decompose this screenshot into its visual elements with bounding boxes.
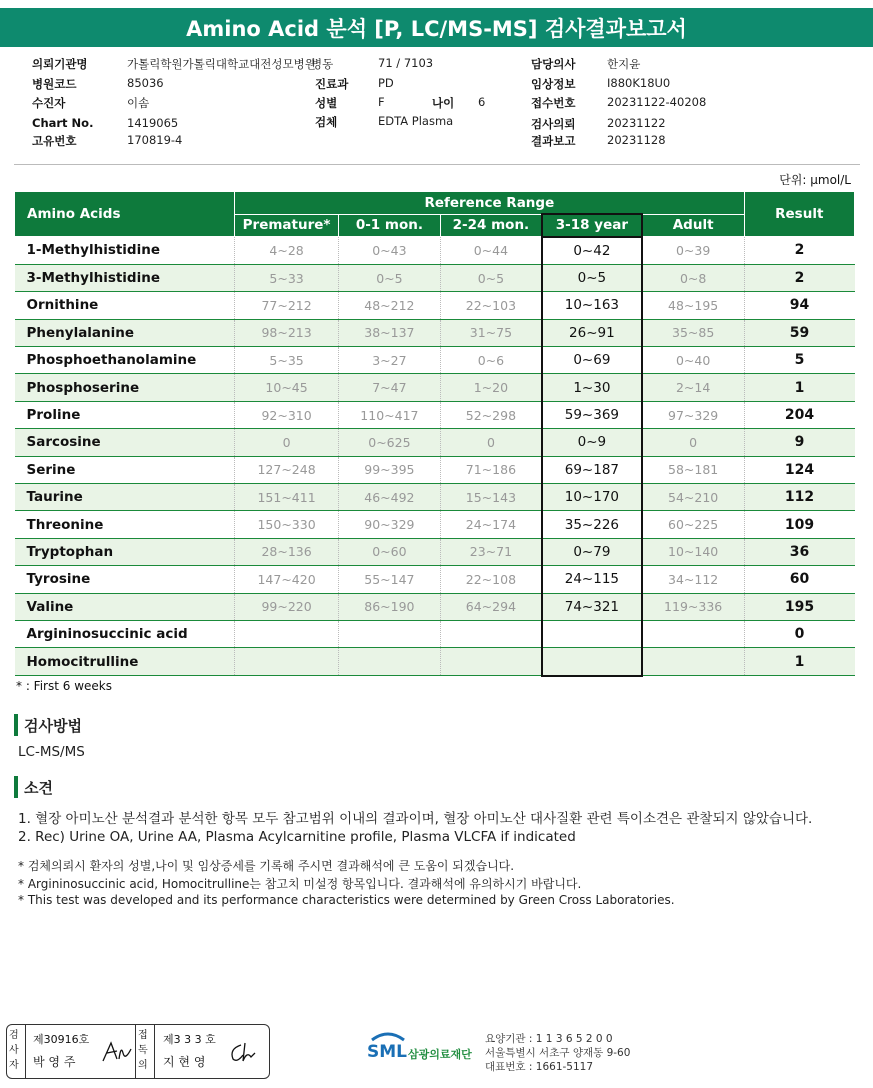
reference-range-cell: 4~28 (235, 237, 339, 265)
table-row (15, 237, 855, 265)
info-value: PD (378, 76, 394, 90)
report-title: Amino Acid 분석 [P, LC/MS-MS] 검사결과보고서 (0, 8, 873, 47)
reference-range-cell: 127~248 (235, 456, 339, 483)
amino-acid-name: Argininosuccinic acid (15, 620, 235, 647)
reference-range-cell: 23~71 (440, 538, 542, 565)
license-no: 제3 3 3 호 (163, 1033, 216, 1046)
inst-line: 대표번호 : 1661-5117 (485, 1061, 594, 1073)
result-value: 9 (744, 429, 854, 456)
result-value: 5 (744, 347, 854, 374)
result-value: 112 (744, 484, 854, 511)
col-header-reference-range: Reference Range (235, 192, 744, 215)
reference-range-cell: 24~174 (440, 511, 542, 538)
patient-info (0, 52, 873, 162)
reference-range-cell: 119~336 (642, 593, 744, 620)
reference-range-cell: 0~69 (542, 347, 642, 374)
result-value: 2 (744, 264, 854, 291)
reference-range-cell: 0~8 (642, 264, 744, 291)
section-title: 소견 (24, 778, 53, 797)
result-value: 1 (744, 648, 854, 676)
info-value: 20231128 (607, 133, 666, 147)
result-value: 94 (744, 292, 854, 319)
info-value: EDTA Plasma (378, 114, 454, 128)
method-text: LC-MS/MS (18, 744, 85, 760)
info-label: 의뢰기관명 (32, 57, 88, 71)
col-header-range: Adult (642, 214, 744, 237)
reference-range-cell: 28~136 (235, 538, 339, 565)
section-marker (14, 714, 18, 736)
table-row (15, 347, 855, 374)
table-row (15, 511, 855, 538)
reference-range-cell: 46~492 (339, 484, 441, 511)
reference-range-cell: 22~103 (440, 292, 542, 319)
reference-range-cell (542, 648, 642, 676)
reference-range-cell: 0~5 (339, 264, 441, 291)
reference-range-cell: 0~9 (542, 429, 642, 456)
reference-range-cell: 48~195 (642, 292, 744, 319)
info-label: 결과보고 (531, 134, 576, 148)
footnote: * : First 6 weeks (16, 679, 112, 693)
info-label: 검체 (315, 115, 338, 129)
result-value: 1 (744, 374, 854, 401)
amino-acid-name: Serine (15, 456, 235, 483)
section-marker (14, 776, 18, 798)
note-line: * 검체의뢰시 환자의 성별,나이 및 임상증세를 기록해 주시면 결과해석에 큰 도움이 되겠습니다. (18, 859, 515, 873)
reference-range-cell: 0 (642, 429, 744, 456)
table-row (15, 620, 855, 647)
signer-name: 박 영 주 (33, 1055, 76, 1069)
amino-acid-name: Phosphoethanolamine (15, 347, 235, 374)
amino-acid-name: 3-Methylhistidine (15, 264, 235, 291)
signature-2 (227, 1039, 261, 1065)
reference-range-cell: 54~210 (642, 484, 744, 511)
unit-label: 단위: μmol/L (779, 173, 851, 187)
info-value: 6 (478, 95, 486, 109)
reference-range-cell: 0~42 (542, 237, 642, 265)
sign-label: 검사자 (9, 1030, 19, 1071)
result-value: 0 (744, 620, 854, 647)
info-value: 20231122-40208 (607, 95, 707, 109)
result-value: 195 (744, 593, 854, 620)
table-row (15, 401, 855, 428)
result-value: 204 (744, 401, 854, 428)
note-line: * This test was developed and its performance characteristics were determined by Green Cross Laboratories. (18, 893, 675, 907)
info-label: 진료과 (315, 77, 349, 91)
reference-range-cell: 99~220 (235, 593, 339, 620)
reference-range-cell: 48~212 (339, 292, 441, 319)
reference-range-cell: 10~170 (542, 484, 642, 511)
reference-range-cell: 99~395 (339, 456, 441, 483)
info-value: F (378, 95, 385, 109)
amino-acid-name: Phenylalanine (15, 319, 235, 346)
section-title: 검사방법 (24, 716, 82, 735)
reference-range-cell: 34~112 (642, 566, 744, 593)
results-body (15, 237, 855, 676)
col-header-range: Premature* (235, 214, 339, 237)
opinion-line: 2. Rec) Urine OA, Urine AA, Plasma Acylcarnitine profile, Plasma VLCFA if indicated (18, 829, 576, 845)
result-value: 109 (744, 511, 854, 538)
reference-range-cell: 92~310 (235, 401, 339, 428)
reference-range-cell: 35~226 (542, 511, 642, 538)
reference-range-cell: 10~45 (235, 374, 339, 401)
result-value: 59 (744, 319, 854, 346)
table-row (15, 374, 855, 401)
info-value: 71 / 7103 (378, 56, 434, 70)
reference-range-cell: 31~75 (440, 319, 542, 346)
result-value: 124 (744, 456, 854, 483)
reference-range-cell (339, 620, 441, 647)
reference-range-cell: 1~20 (440, 374, 542, 401)
info-value: 가톨릭학원가톨릭대학교대전성모병원 (127, 57, 316, 71)
info-value: I880K18U0 (607, 76, 671, 90)
info-label: 검사의뢰 (531, 117, 576, 131)
reference-range-cell: 60~225 (642, 511, 744, 538)
reference-range-cell: 71~186 (440, 456, 542, 483)
reference-range-cell: 0~43 (339, 237, 441, 265)
info-value: 병동 (311, 57, 334, 71)
table-row (15, 648, 855, 676)
info-value: 한지윤 (607, 57, 641, 71)
reference-range-cell: 151~411 (235, 484, 339, 511)
reference-range-cell: 0~6 (440, 347, 542, 374)
reference-range-cell: 0 (235, 429, 339, 456)
reference-range-cell (642, 648, 744, 676)
inst-line: 요양기관 : 1 1 3 6 5 2 0 0 (485, 1033, 613, 1045)
reference-range-cell (542, 620, 642, 647)
reference-range-cell: 0~40 (642, 347, 744, 374)
table-row (15, 429, 855, 456)
table-row (15, 456, 855, 483)
opinion-section (14, 776, 53, 798)
reference-range-cell: 0 (440, 429, 542, 456)
amino-acid-name: Valine (15, 593, 235, 620)
table-row (15, 292, 855, 319)
reference-range-cell: 74~321 (542, 593, 642, 620)
reference-range-cell: 150~330 (235, 511, 339, 538)
amino-acid-name: Threonine (15, 511, 235, 538)
reference-range-cell: 69~187 (542, 456, 642, 483)
reference-range-cell: 3~27 (339, 347, 441, 374)
sign-label: 접독의 (138, 1030, 148, 1071)
info-label: 병원코드 (32, 77, 77, 91)
inst-line: 서울특별시 서초구 양재동 9-60 (485, 1047, 631, 1059)
opinion-line: 1. 혈장 아미노산 분석결과 분석한 항목 모두 참고범위 이내의 결과이며, 혈장 아미노산 대사질환 관련 특이소견은 관찰되지 않았습니다. (18, 811, 813, 827)
reference-range-cell: 26~91 (542, 319, 642, 346)
amino-acid-name: 1-Methylhistidine (15, 237, 235, 265)
info-value: 이솜 (127, 96, 150, 110)
amino-acid-name: Homocitrulline (15, 648, 235, 676)
amino-acid-name: Tyrosine (15, 566, 235, 593)
reference-range-cell: 2~14 (642, 374, 744, 401)
reference-range-cell (642, 620, 744, 647)
col-header-range: 2-24 mon. (440, 214, 542, 237)
amino-acid-name: Taurine (15, 484, 235, 511)
info-value: 85036 (127, 76, 164, 90)
reference-range-cell: 58~181 (642, 456, 744, 483)
table-row (15, 319, 855, 346)
reference-range-cell: 5~35 (235, 347, 339, 374)
col-header-range: 0-1 mon. (339, 214, 441, 237)
reference-range-cell: 98~213 (235, 319, 339, 346)
amino-acid-name: Tryptophan (15, 538, 235, 565)
reference-range-cell: 7~47 (339, 374, 441, 401)
reference-range-cell: 0~60 (339, 538, 441, 565)
info-label: 나이 (432, 96, 455, 110)
reference-range-cell: 110~417 (339, 401, 441, 428)
results-table (14, 191, 855, 677)
signer-name: 지 현 영 (163, 1055, 206, 1069)
reference-range-cell: 24~115 (542, 566, 642, 593)
reference-range-cell: 15~143 (440, 484, 542, 511)
info-label: 임상정보 (531, 77, 576, 91)
signature-1 (101, 1039, 135, 1065)
reference-range-cell: 0~39 (642, 237, 744, 265)
result-value: 2 (744, 237, 854, 265)
reference-range-cell: 59~369 (542, 401, 642, 428)
table-row (15, 484, 855, 511)
reference-range-cell (235, 620, 339, 647)
amino-acid-name: Sarcosine (15, 429, 235, 456)
reference-range-cell: 55~147 (339, 566, 441, 593)
reference-range-cell: 0~5 (542, 264, 642, 291)
table-row (15, 566, 855, 593)
info-label: Chart No. (32, 116, 94, 130)
reference-range-cell: 5~33 (235, 264, 339, 291)
reference-range-cell: 77~212 (235, 292, 339, 319)
reference-range-cell: 22~108 (440, 566, 542, 593)
reference-range-cell: 64~294 (440, 593, 542, 620)
col-header-result: Result (744, 192, 854, 237)
logo-org: 삼광의료재단 (408, 1048, 472, 1061)
info-label: 담당의사 (531, 57, 576, 71)
reference-range-cell: 0~44 (440, 237, 542, 265)
license-no: 제30916호 (33, 1033, 90, 1046)
table-row (15, 538, 855, 565)
reference-range-cell: 38~137 (339, 319, 441, 346)
method-section (14, 714, 82, 736)
reference-range-cell: 1~30 (542, 374, 642, 401)
col-header-range: 3-18 year (542, 214, 642, 237)
table-row (15, 593, 855, 620)
divider (14, 164, 860, 165)
reference-range-cell: 0~625 (339, 429, 441, 456)
reference-range-cell: 97~329 (642, 401, 744, 428)
table-row (15, 264, 855, 291)
reference-range-cell: 90~329 (339, 511, 441, 538)
info-value: 20231122 (607, 116, 666, 130)
info-value: 1419065 (127, 116, 179, 130)
reference-range-cell (440, 648, 542, 676)
result-value: 36 (744, 538, 854, 565)
signature-box (6, 1024, 270, 1079)
info-label: 성별 (315, 96, 338, 110)
logo-text: SML (367, 1042, 407, 1062)
reference-range-cell: 52~298 (440, 401, 542, 428)
reference-range-cell: 86~190 (339, 593, 441, 620)
reference-range-cell (235, 648, 339, 676)
info-value: 170819-4 (127, 133, 183, 147)
reference-range-cell: 10~140 (642, 538, 744, 565)
reference-range-cell: 0~5 (440, 264, 542, 291)
amino-acid-name: Proline (15, 401, 235, 428)
reference-range-cell: 0~79 (542, 538, 642, 565)
col-header-amino-acids: Amino Acids (15, 192, 235, 237)
reference-range-cell (440, 620, 542, 647)
result-value: 60 (744, 566, 854, 593)
info-label: 접수번호 (531, 96, 576, 110)
note-line: * Argininosuccinic acid, Homocitrulline는 참고치 미설정 항목입니다. 결과해석에 유의하시기 바랍니다. (18, 877, 582, 891)
info-label: 수진자 (32, 96, 66, 110)
amino-acid-name: Phosphoserine (15, 374, 235, 401)
reference-range-cell (339, 648, 441, 676)
institution-info (485, 1032, 630, 1074)
reference-range-cell: 10~163 (542, 292, 642, 319)
reference-range-cell: 147~420 (235, 566, 339, 593)
reference-range-cell: 35~85 (642, 319, 744, 346)
amino-acid-name: Ornithine (15, 292, 235, 319)
info-label: 고유번호 (32, 134, 77, 148)
